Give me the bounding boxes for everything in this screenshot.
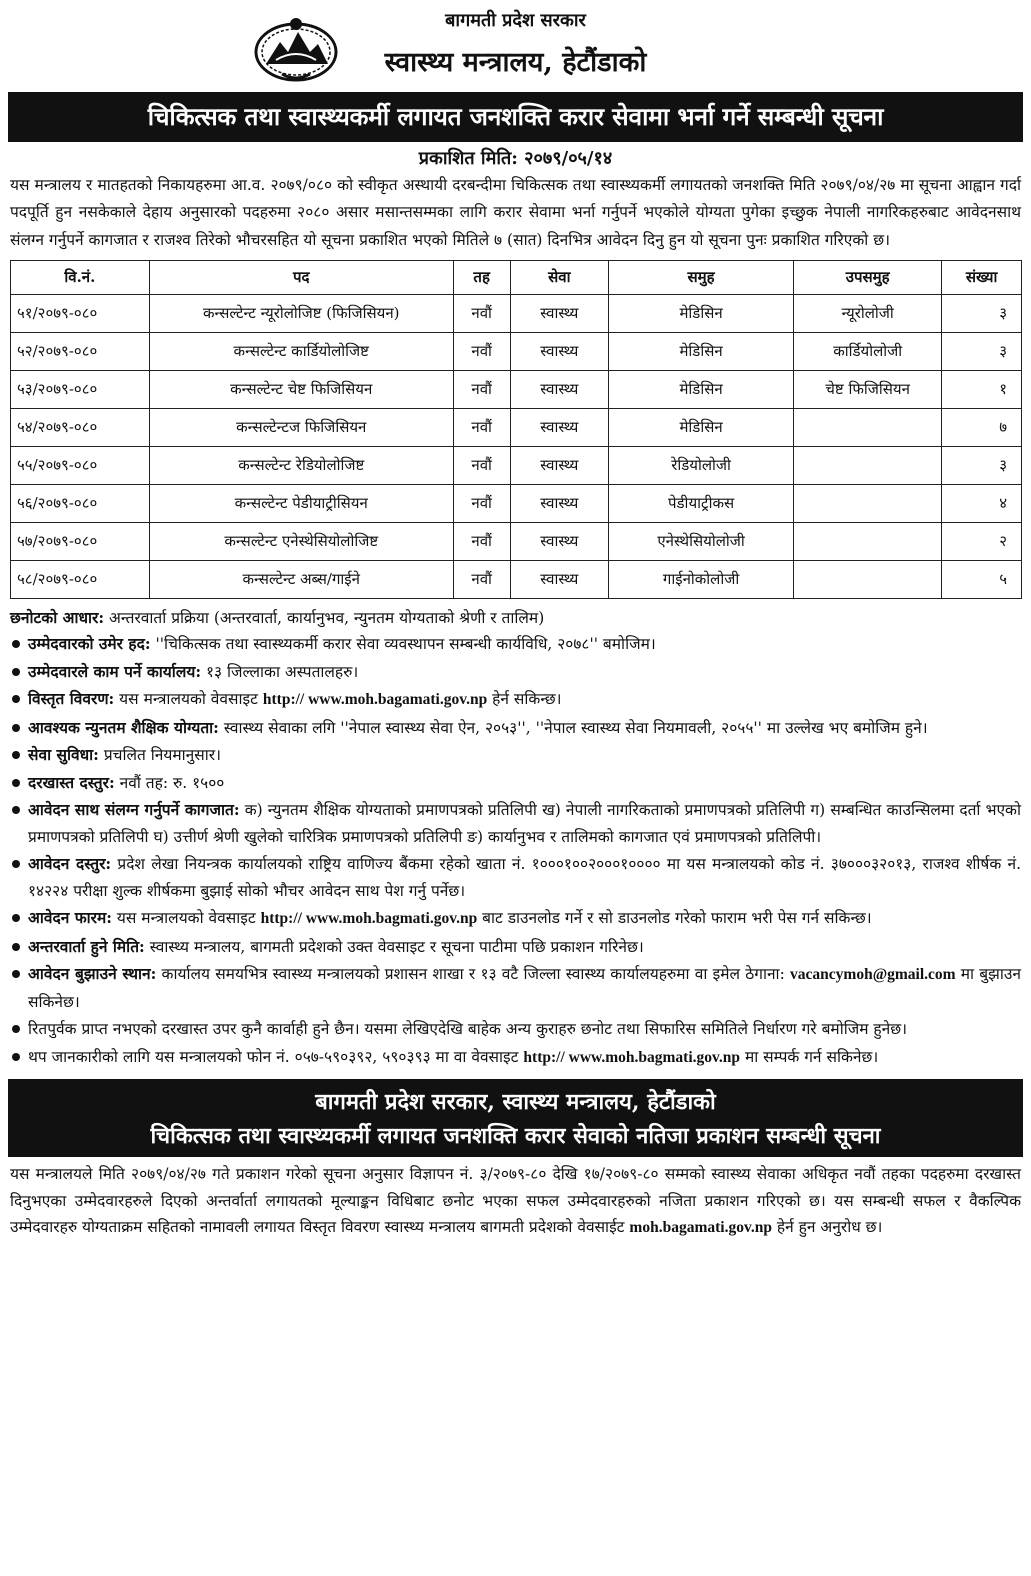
col-header-count: संख्या <box>942 260 1022 294</box>
note-text: ''चिकित्सक तथा स्वास्थ्यकर्मी करार सेवा व्यवस्थापन सम्बन्धी कार्यविधि, २०७८'' बमोजिम। <box>150 635 656 654</box>
cell-serial: ५७/२०७९-०८० <box>11 522 150 560</box>
bullet-icon <box>12 668 20 676</box>
note-item <box>10 631 1021 658</box>
published-date: प्रकाशित मिति: २०७९/०५/१४ <box>418 148 613 169</box>
cell-serial: ५३/२०७९-०८० <box>11 370 150 408</box>
note-link[interactable]: vacancymoh@gmail.com <box>790 966 956 984</box>
cell-subgroup <box>794 522 942 560</box>
cell-count: ३ <box>942 446 1022 484</box>
cell-group: मेडिसिन <box>609 332 794 370</box>
cell-level: नवौं <box>453 484 510 522</box>
cell-group: मेडिसिन <box>609 294 794 332</box>
note-item <box>10 1044 1021 1072</box>
cell-serial: ५२/२०७९-०८० <box>11 332 150 370</box>
note-text-after: बाट डाउनलोड गर्ने र सो डाउनलोड गरेको फाराम भरी पेस गर्न सकिन्छ। <box>477 909 872 928</box>
bullet-icon <box>12 751 20 759</box>
cell-subgroup <box>794 560 942 598</box>
note-item <box>10 851 1021 904</box>
note-link[interactable]: http:// www.moh.bagmati.gov.np <box>523 1048 741 1066</box>
note-text-after: हेर्न सकिन्छ। <box>487 690 562 709</box>
note-label: आवश्यक न्युनतम शैक्षिक योग्यता: <box>28 717 219 737</box>
table-row <box>11 484 1022 522</box>
note-text: यस मन्त्रालयको वेवसाइट <box>114 690 263 709</box>
cell-group: रेडियोलोजी <box>609 446 794 484</box>
col-header-group: समुह <box>609 260 794 294</box>
bullet-icon <box>12 640 20 648</box>
cell-post: कन्सल्टेन्ट चेष्ट फिजिसियन <box>149 370 453 408</box>
cell-group: पेडीयाट्रीकस <box>609 484 794 522</box>
cell-count: १ <box>942 370 1022 408</box>
cell-group: मेडिसिन <box>609 370 794 408</box>
result-website-link[interactable]: moh.bagamati.gov.np <box>629 1219 772 1237</box>
note-text: स्वास्थ्य मन्त्रालय, बागमती प्रदेशको उक्त वेवसाइट र सूचना पाटीमा पछि प्रकाशन गरिनेछ। <box>144 937 644 956</box>
note-item <box>10 905 1021 933</box>
cell-level: नवौं <box>453 522 510 560</box>
ministry-name: स्वास्थ्य मन्त्रालय, हेटौंडाको <box>384 47 647 78</box>
note-text: प्रचलित नियमानुसार। <box>98 746 221 765</box>
note-label: आवेदन बुझाउने स्थान: <box>28 964 157 984</box>
cell-serial: ५६/२०७९-०८० <box>11 484 150 522</box>
cell-subgroup: चेष्ट फिजिसियन <box>794 370 942 408</box>
criteria-label: छनोटको आधार: <box>10 607 105 627</box>
cell-subgroup: कार्डियोलोजी <box>794 332 942 370</box>
cell-serial: ५४/२०७९-०८० <box>11 408 150 446</box>
cell-post: कन्सल्टेन्ट कार्डियोलोजिष्ट <box>149 332 453 370</box>
note-text: रितपुर्वक प्राप्त नभएको दरखास्त उपर कुनै कार्वाही हुने छैन। यसमा लेखिएदेखि बाहेक अन्य कुराहरु छनोट तथा सिफारिस समितिले निर्धारण गरे बमोजिम हुनेछ। <box>28 1020 907 1039</box>
table-header-row <box>11 260 1022 294</box>
cell-serial: ५५/२०७९-०८० <box>11 446 150 484</box>
table-row <box>11 294 1022 332</box>
note-label: उम्मेदवारले काम पर्ने कार्यालय: <box>28 661 202 681</box>
table-row <box>11 370 1022 408</box>
bullet-icon <box>12 914 20 922</box>
vacancy-table <box>10 260 1022 599</box>
cell-service: स्वास्थ्य <box>510 332 609 370</box>
bullet-icon <box>12 695 20 703</box>
cell-group: मेडिसिन <box>609 408 794 446</box>
note-item <box>10 934 1021 961</box>
cell-level: नवौं <box>453 408 510 446</box>
result-paragraph <box>10 1161 1021 1242</box>
cell-subgroup <box>794 484 942 522</box>
table-row <box>11 446 1022 484</box>
cell-count: ३ <box>942 294 1022 332</box>
note-item <box>10 1016 1021 1043</box>
note-item <box>10 715 1021 742</box>
bullet-icon <box>12 1053 20 1061</box>
cell-service: स्वास्थ्य <box>510 484 609 522</box>
table-row <box>11 332 1022 370</box>
note-text: क) न्युनतम शैक्षिक योग्यताको प्रमाणपत्रको प्रतिलिपी ख) नेपाली नागरिकताको प्रमाणपत्रको प्रतिलिपी ग) सम्बन्धित काउन्सिलमा दर्ता भएको प्रमाणपत्रको प्रतिलिपी घ) उत्तीर्ण श्रेणी खुलेको चारित्रिक प्रमाणपत्रको प्रतिलिपी ङ) कार्यानुभव र तालिमको कागजात एवं प्रमाणपत्रको प्रतिलिपी। <box>28 801 1021 846</box>
cell-post: कन्सल्टेन्ट रेडियोलोजिष्ट <box>149 446 453 484</box>
note-label: दरखास्त दस्तुर: <box>28 772 115 792</box>
bullet-icon <box>12 943 20 951</box>
bullet-icon <box>12 970 20 978</box>
intro-paragraph: यस मन्त्रालय र मातहतको निकायहरुमा आ.व. २०७९/०८० को स्वीकृत अस्थायी दरबन्दीमा चिकित्सक तथा स्वास्थ्यकर्मी लगायतको जनशक्ति मिति २०७९/०४/२७ मा सूचना आह्वान गर्दा पदपूर्ति हुन नसकेकाले देहाय अनुसारको पदहरुमा २०८० असार मसान्तसम्मका लागि करार सेवामा भर्ना गर्नुपर्ने भएकोले योग्यता पुगेका इच्छुक नेपाली नागरिकहरुबाट आवेदनसाथ संलग्न गर्नुपर्ने कागजात र राजश्व तिरेको भौचरसहित यो सूचना प्रकाशित भएको मितिले ७ (सात) दिनभित्र आवेदन दिनु हुन यो सूचना पुनः प्रकाशित गरिएको छ। <box>10 176 1021 249</box>
note-item <box>10 961 1021 1015</box>
cell-level: नवौं <box>453 560 510 598</box>
col-header-subgroup: उपसमुह <box>794 260 942 294</box>
note-label: आवेदन दस्तुर: <box>28 854 112 874</box>
cell-serial: ५८/२०७९-०८० <box>11 560 150 598</box>
table-row <box>11 408 1022 446</box>
cell-count: ४ <box>942 484 1022 522</box>
cell-post: कन्सल्टेन्ट न्यूरोलोजिष्ट (फिजिसियन) <box>149 294 453 332</box>
cell-count: ७ <box>942 408 1022 446</box>
cell-group: एनेस्थेसियोलोजी <box>609 522 794 560</box>
bullet-icon <box>12 806 20 814</box>
cell-post: कन्सल्टेन्ट अब्स/गाईने <box>149 560 453 598</box>
result-text-after: हेर्न हुन अनुरोध छ। <box>771 1218 883 1237</box>
cell-count: २ <box>942 522 1022 560</box>
note-item <box>10 659 1021 686</box>
notes-list <box>8 631 1023 1071</box>
notice-title: चिकित्सक तथा स्वास्थ्यकर्मी लगायत जनशक्ति करार सेवामा भर्ना गर्ने सम्बन्धी सूचना <box>8 92 1023 142</box>
table-row <box>11 522 1022 560</box>
note-text-after: मा सम्पर्क गर्न सकिनेछ। <box>740 1047 879 1066</box>
bullet-icon <box>12 1025 20 1033</box>
note-text-after: मा बुझाउन सकिनेछ। <box>28 965 1021 1011</box>
note-item <box>10 770 1021 797</box>
note-text: स्वास्थ्य सेवाका लगि ''नेपाल स्वास्थ्य सेवा ऐन, २०५३'', ''नेपाल स्वास्थ्य सेवा नियमावली, २०५५'' मा उल्लेख भए बमोजिम हुने। <box>218 718 928 737</box>
note-label: आवेदन फारम: <box>28 908 112 928</box>
note-label: सेवा सुविधा: <box>28 745 99 765</box>
note-label: उम्मेदवारको उमेर हद: <box>28 634 151 654</box>
government-name: बागमती प्रदेश सरकार <box>445 10 586 31</box>
cell-group: गाईनोकोलोजी <box>609 560 794 598</box>
cell-service: स्वास्थ्य <box>510 446 609 484</box>
cell-service: स्वास्थ्य <box>510 294 609 332</box>
cell-service: स्वास्थ्य <box>510 408 609 446</box>
note-text: प्रदेश लेखा नियन्त्रक कार्यालयको राष्ट्रिय वाणिज्य बैंकमा रहेको खाता नं. १०००१००२०००१०००० मा यस मन्त्रालयको कोड नं. ३७०००३२०१३, राजश्व शीर्षक नं. १४२२४ परीक्षा शुल्क शीर्षकमा बुझाई सोको भौचर आवेदन साथ पेश गर्नु पर्नेछ। <box>28 855 1021 900</box>
cell-subgroup <box>794 408 942 446</box>
selection-criteria <box>10 605 1021 632</box>
note-label: अन्तरवार्ता हुने मिति: <box>28 936 145 956</box>
note-text: यस मन्त्रालयको वेवसाइट <box>111 909 261 928</box>
criteria-text: अन्तरवार्ता प्रक्रिया (अन्तरवार्ता, कार्यानुभव, न्युनतम योग्यताको श्रेणी र तालिम) <box>104 608 545 627</box>
cell-service: स्वास्थ्य <box>510 522 609 560</box>
result-text: यस मन्त्रालयले मिति २०७९/०४/२७ गते प्रकाशन गरेको सूचना अनुसार विज्ञापन नं. ३/२०७९-८० देखि १७/२०७९-८० सम्मको स्वास्थ्य सेवाका अधिकृत नवौं तहका पदहरुमा दरखास्त दिनुभएका उम्मेदवारहरुले दिएको अन्तर्वार्ता लगायतको मूल्याङ्कन विधिबाट छनोट भएका सफल उम्मेदवारहरुको नजिता प्रकाशन गरिएको छ। यस सम्बन्धी सफल र वैकल्पिक उम्मेदवारहरु योग्यताक्रम सहितको नामावली लगायत विस्तृत विवरण स्वास्थ्य मन्त्रालय बागमती प्रदेशको वेवसाईट <box>10 1165 1021 1237</box>
bullet-icon <box>12 779 20 787</box>
cell-post: कन्सल्टेन्ट एनेस्थेसियोलोजिष्ट <box>149 522 453 560</box>
col-header-post: पद <box>149 260 453 294</box>
cell-service: स्वास्थ्य <box>510 560 609 598</box>
result-banner-line2: चिकित्सक तथा स्वास्थ्यकर्मी लगायत जनशक्ति करार सेवाको नतिजा प्रकाशन सम्बन्धी सूचना <box>150 1123 881 1150</box>
col-header-level: तह <box>453 260 510 294</box>
note-item <box>10 686 1021 714</box>
note-label: विस्तृत विवरण: <box>28 689 115 709</box>
col-header-serial: वि.नं. <box>11 260 150 294</box>
note-label: आवेदन साथ संलग्न गर्नुपर्ने कागजात: <box>28 800 240 820</box>
cell-level: नवौं <box>453 370 510 408</box>
cell-level: नवौं <box>453 446 510 484</box>
note-link[interactable]: http:// www.moh.bagamati.gov.np <box>262 691 488 709</box>
cell-subgroup <box>794 446 942 484</box>
note-item <box>10 742 1021 769</box>
cell-level: नवौं <box>453 294 510 332</box>
result-banner-line1: बागमती प्रदेश सरकार, स्वास्थ्य मन्त्रालय, हेटौंडाको <box>315 1089 716 1116</box>
note-text: थप जानकारीको लागि यस मन्त्रालयको फोन नं. ०५७-५९०३९२, ५९०३९३ मा वा वेवसाइट <box>28 1047 524 1066</box>
cell-count: ३ <box>942 332 1022 370</box>
note-item <box>10 797 1021 850</box>
table-row <box>11 560 1022 598</box>
note-link[interactable]: http:// www.moh.bagmati.gov.np <box>260 910 478 928</box>
cell-service: स्वास्थ्य <box>510 370 609 408</box>
note-text: नवौं तह: रु. १५०० <box>114 773 225 792</box>
col-header-service: सेवा <box>510 260 609 294</box>
cell-subgroup: न्यूरोलोजी <box>794 294 942 332</box>
note-text: कार्यालय समयभित्र स्वास्थ्य मन्त्रालयको प्रशासन शाखा र १३ वटै जिल्ला स्वास्थ्य कार्यालयहरुमा वा इमेल ठेगाना: <box>156 965 791 984</box>
note-text: १३ जिल्लाका अस्पतालहरु। <box>201 662 359 681</box>
result-banner <box>8 1079 1023 1157</box>
bullet-icon <box>12 724 20 732</box>
bullet-icon <box>12 860 20 868</box>
cell-serial: ५१/२०७९-०८० <box>11 294 150 332</box>
cell-post: कन्सल्टेन्ट पेडीयाट्रीसियन <box>149 484 453 522</box>
header <box>8 8 1023 90</box>
cell-post: कन्सल्टेन्टज फिजिसियन <box>149 408 453 446</box>
cell-level: नवौं <box>453 332 510 370</box>
nepal-emblem-icon <box>252 12 340 84</box>
cell-count: ५ <box>942 560 1022 598</box>
